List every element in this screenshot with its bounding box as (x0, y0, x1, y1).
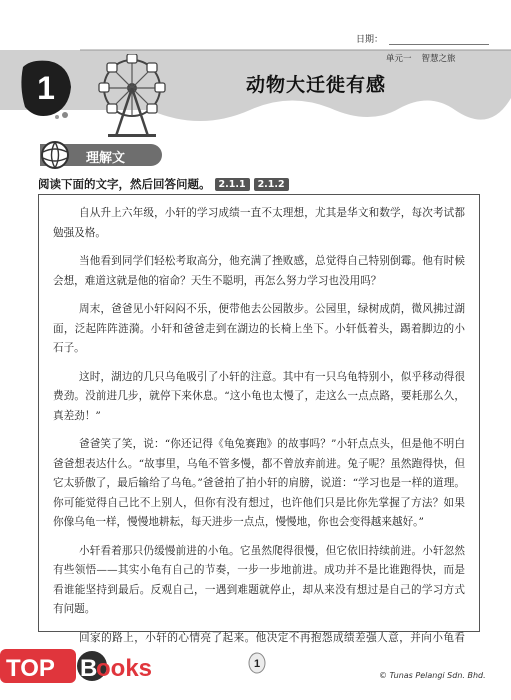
page-number: 1 (253, 658, 261, 670)
passage-paragraph: 小轩看着那只仍缓慢前进的小龟。它虽然爬得很慢，但它依旧持续前进。小轩忽然有些领悟——其实小龟有自己的节奏，一步一步地前进。成功并不是比谁跑得快，而是看谁能坚持到最后。反观自己，一遇到难题就停止，却从来没有想过是自己的学习方式有问题。 (53, 544, 465, 615)
page-title: 动物大迁徙有感 (246, 74, 387, 96)
passage-paragraph: 周末，爸爸见小轩闷闷不乐，便带他去公园散步。公园里，绿树成荫，微风拂过湖面，泛起阵阵涟漪。小轩和爸爸走到在湖边的长椅上坐下。小轩低着头，踢着脚边的小石子。 (53, 303, 465, 354)
svg-text:B: B (80, 655, 98, 682)
passage-paragraph: 爸爸笑了笑，说：“你还记得《龟兔赛跑》的故事吗？”小轩点点头，但是他不明白爸爸想表达什么。“故事里，乌龟不管多慢，都不曾放弃前进。兔子呢？虽然跑得快，但它太骄傲了，最后输给了乌龟。”爸爸拍了拍小轩的肩膀，说道：“学习也是一样的道理。你可能觉得自己比不上别人，但你有没有想过，也许他们只是比你先掌握了方法？如果你像乌龟一样，慢慢地耕耘，每天进步一点点，慢慢地，你也会变得越来越好。” (53, 438, 465, 528)
copyright-text: © Tunas Pelangi Sdn. Bhd. (379, 671, 486, 680)
page-number-badge (248, 652, 266, 674)
reading-passage (38, 194, 480, 644)
globe-icon (40, 140, 70, 170)
date-blank[interactable] (389, 35, 489, 45)
passage-paragraph: 这时，湖边的几只乌龟吸引了小轩的注意。其中有一只乌龟特别小，似乎移动得很费劲。没前进几步，就停下来休息。“这小龟也太慢了，走这么一点点路，要耗那么久，真差劲！” (53, 370, 465, 422)
lesson-number-badge (17, 57, 73, 119)
date-label: 日期： (356, 35, 384, 45)
passage-paragraph: 当他看到同学们轻松考取高分，他充满了挫败感，总觉得自己特别倒霉。他有时候会想，难道这就是他的宿命？天生不聪明，再怎么努力学习也没用吗？ (53, 255, 465, 287)
unit-number: 单元一 (386, 54, 412, 64)
instruction-text: 阅读下面的文字，然后回答问题。 (38, 177, 211, 191)
ferris-wheel-icon (94, 54, 172, 138)
svg-text:ooks: ooks (96, 655, 153, 682)
passage-paragraph: 自从升上六年级，小轩的学习成绩一直不太理想，尤其是华文和数学，每次考试都勉强及格。 (53, 207, 465, 239)
svg-text:TOP: TOP (6, 655, 55, 682)
skill-code-chip: 2.1.2 (254, 178, 289, 191)
instruction-line (38, 176, 289, 192)
unit-title: 智慧之旅 (421, 54, 456, 64)
lesson-number: 1 (37, 70, 55, 106)
skill-code-chip: 2.1.1 (215, 178, 250, 191)
topbooks-logo (0, 641, 170, 691)
section-label: 理解文 (86, 151, 126, 166)
date-line (356, 32, 489, 45)
unit-label (386, 52, 466, 64)
passage-paragraph: 回家的路上，小轩的心情亮了起来。他决定不再抱怨成绩差强人意，并向小龟看 (79, 631, 465, 644)
